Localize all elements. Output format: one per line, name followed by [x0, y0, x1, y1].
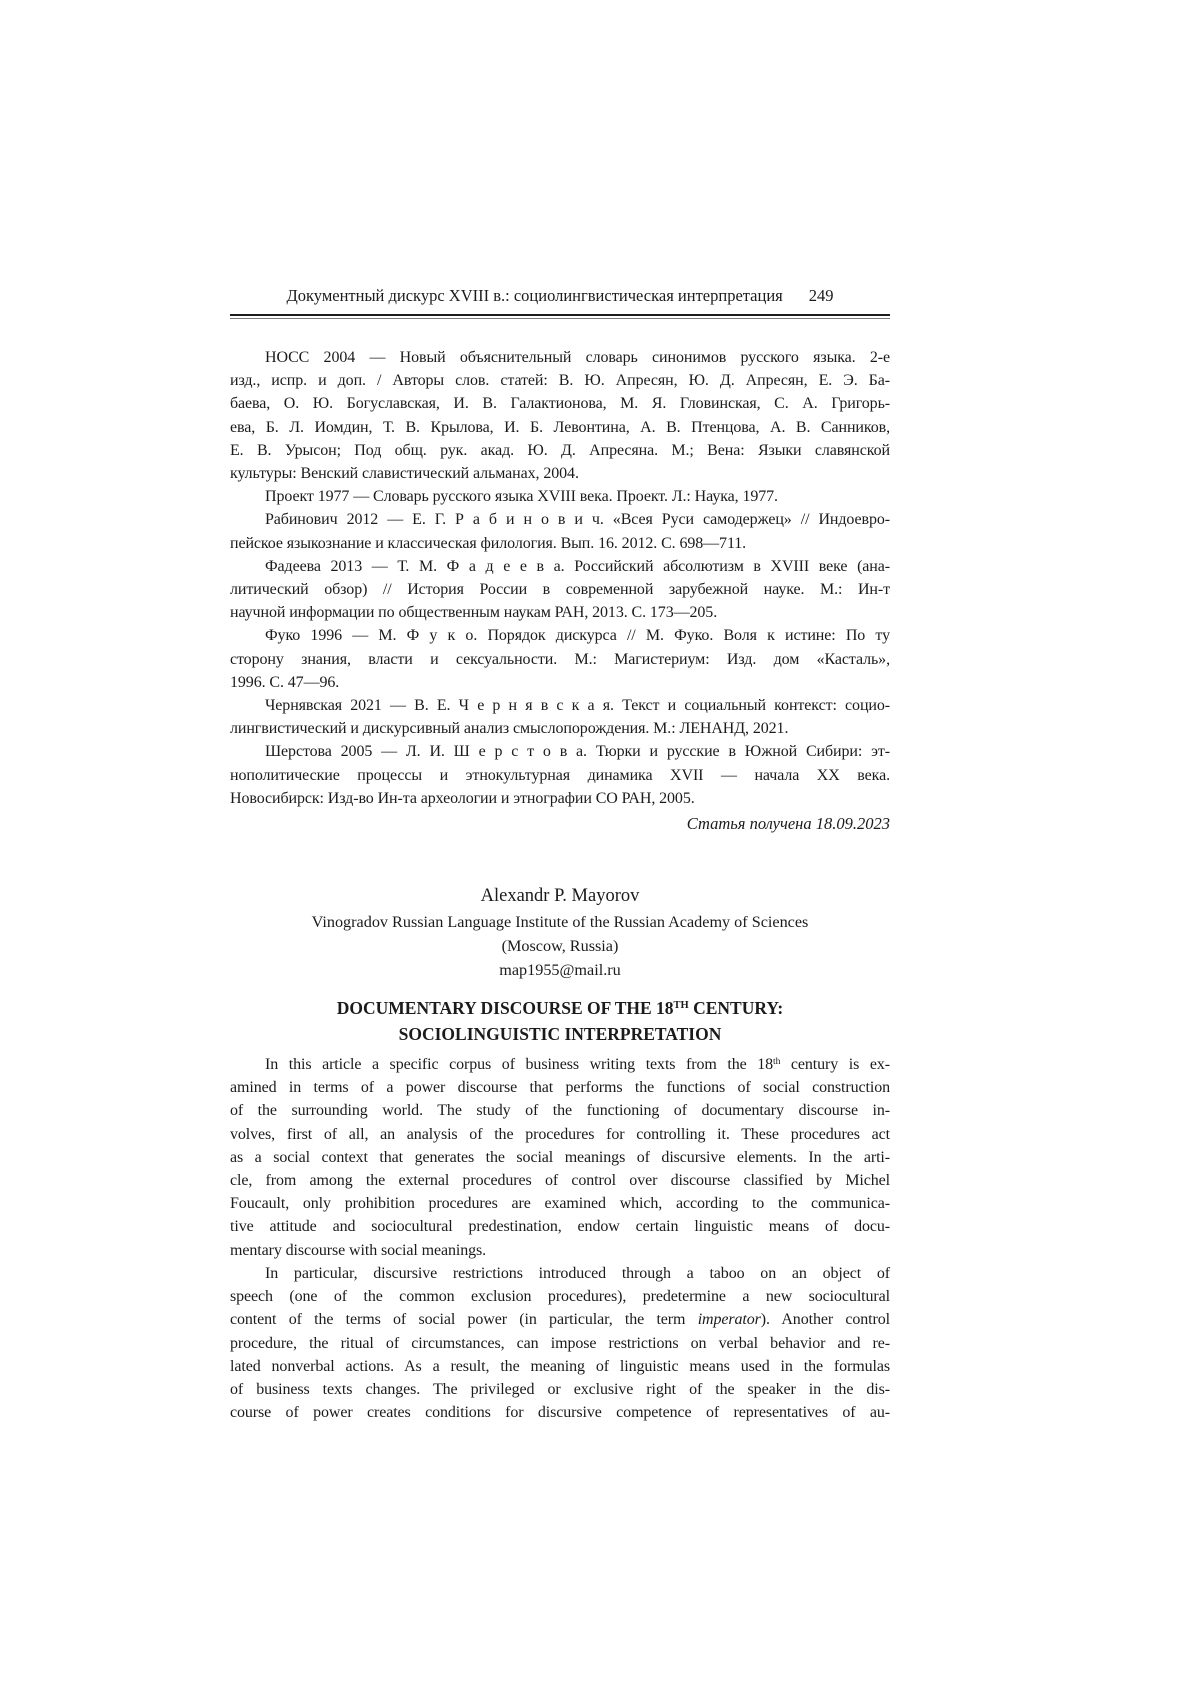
author-affiliation: Vinogradov Russian Language Institute of the Russian Academy of Sciences: [311, 913, 809, 932]
reference-line: 1996. С. 47—96.: [230, 673, 340, 691]
reference-line: изд., испр. и доп. / Авторы слов. статей: В. Ю. Апресян, Ю. Д. Апресян, Е. Э. Ба-: [230, 372, 890, 390]
text-column: [230, 285, 890, 1424]
title-line: SOCIOLINGUISTIC INTERPRETATION: [398, 1024, 722, 1045]
reference-entry: [230, 485, 890, 508]
abstract-line: mentary discourse with social meanings.: [230, 1241, 487, 1259]
author-location: (Moscow, Russia): [501, 937, 619, 956]
reference-line: сторону знания, власти и сексуальности. М.: Магистериум: Изд. дом «Касталь»,: [230, 650, 890, 668]
reference-line: баева, О. Ю. Богуславская, И. В. Галактионова, М. Я. Гловинская, С. А. Григорь-: [230, 395, 890, 413]
reference-line: Рабинович 2012 — Е. Г. Р а б и н о в и ч. «Всея Руси самодержец» // Индоевро-: [265, 511, 890, 529]
title-line: DOCUMENTARY DISCOURSE OF THE 18TH CENTURY:: [336, 998, 784, 1019]
abstract-line: lated nonverbal actions. As a result, the meaning of linguistic means used in the formulas: [230, 1357, 890, 1375]
abstract-line: cle, from among the external procedures of control over discourse classified by Michel: [230, 1172, 890, 1190]
abstract-line: content of the terms of social power (in particular, the term imperator). Another control: [230, 1311, 890, 1329]
abstract-line: procedure, the ritual of circumstances, can impose restrictions on verbal behavior and re-: [230, 1334, 890, 1352]
abstract-section: [230, 1053, 890, 1424]
abstract-line: speech (one of the common exclusion procedures), predetermine a new sociocultural: [230, 1288, 890, 1306]
running-title: Документный дискурс XVIII в.: социолингвистическая интерпретация: [286, 286, 783, 305]
abstract-paragraph: [230, 1053, 890, 1262]
reference-line: научной информации по общественным наукам РАН, 2013. С. 173—205.: [230, 604, 718, 622]
reference-entry: [230, 694, 890, 740]
reference-line: ева, Б. Л. Иомдин, Т. В. Крылова, И. Б. Левонтина, А. В. Птенцова, А. В. Санников,: [230, 418, 890, 436]
reference-entry: [230, 508, 890, 554]
reference-line: Новосибирск: Изд-во Ин-та археологии и этнографии СО РАН, 2005.: [230, 789, 695, 807]
abstract-line: tive attitude and sociocultural predestination, endow certain linguistic means of docu-: [230, 1218, 890, 1236]
abstract-line: of business texts changes. The privileged or exclusive right of the speaker in the dis-: [230, 1380, 890, 1398]
reference-line: пейское языкознание и классическая филология. Вып. 16. 2012. С. 698—711.: [230, 534, 747, 552]
abstract-line: In this article a specific corpus of business writing texts from the 18th century is ex-: [265, 1055, 890, 1074]
author-name: Alexandr P. Mayorov: [480, 886, 640, 907]
reference-line: Проект 1977 — Словарь русского языка XVIII века. Проект. Л.: Наука, 1977.: [265, 488, 778, 506]
reference-entry: [230, 624, 890, 694]
reference-entry: [230, 740, 890, 810]
abstract-line: as a social context that generates the social meanings of discursive elements. In the arti-: [230, 1148, 890, 1166]
abstract-line: Foucault, only prohibition procedures are examined which, according to the communica-: [230, 1195, 890, 1213]
abstract-line: In particular, discursive restrictions introduced through a taboo on an object of: [265, 1264, 890, 1282]
abstract-line: course of power creates conditions for discursive competence of representatives of au-: [230, 1404, 890, 1422]
reference-entry: [230, 555, 890, 625]
reference-line: Чернявская 2021 — В. Е. Ч е р н я в с к а я. Текст и социальный контекст: социо-: [265, 697, 890, 715]
references-section: [230, 346, 890, 810]
reference-line: литический обзор) // История России в современной зарубежной науке. М.: Ин-т: [230, 581, 890, 599]
running-header: [230, 285, 890, 307]
reference-line: нополитические процессы и этнокультурная динамика XVII — начала XX века.: [230, 766, 890, 784]
page-number: 249: [808, 286, 834, 305]
reference-line: Шерстова 2005 — Л. И. Ш е р с т о в а. Тюрки и русские в Южной Сибири: эт-: [265, 743, 890, 761]
reference-line: НОСС 2004 — Новый объяснительный словарь синонимов русского языка. 2-е: [265, 349, 890, 366]
article-title: [230, 995, 890, 1047]
reference-line: Фадеева 2013 — Т. М. Ф а д е е в а. Российский абсолютизм в XVIII веке (ана-: [265, 557, 890, 575]
reference-line: Е. В. Урысон; Под общ. рук. акад. Ю. Д. Апресяна. М.; Вена: Языки славянской: [230, 441, 890, 459]
reference-entry: [230, 346, 890, 485]
reference-line: Фуко 1996 — М. Ф у к о. Порядок дискурса // М. Фуко. Воля к истине: По ту: [265, 627, 890, 645]
abstract-line: volves, first of all, an analysis of the procedures for controlling it. These procedures act: [230, 1125, 890, 1143]
author-email: map1955@mail.ru: [499, 961, 621, 980]
reference-line: культуры: Венский славистический альманах, 2004.: [230, 465, 579, 483]
header-rule: [230, 314, 890, 319]
abstract-line: of the surrounding world. The study of the functioning of documentary discourse in-: [230, 1102, 890, 1120]
abstract-line: amined in terms of a power discourse that performs the functions of social construction: [230, 1079, 890, 1097]
author-block: [230, 883, 890, 982]
received-note: Статья получена 18.09.2023: [686, 814, 890, 834]
abstract-paragraph: [230, 1262, 890, 1424]
reference-line: лингвистический и дискурсивный анализ смыслопорождения. М.: ЛЕНАНД, 2021.: [230, 720, 789, 738]
